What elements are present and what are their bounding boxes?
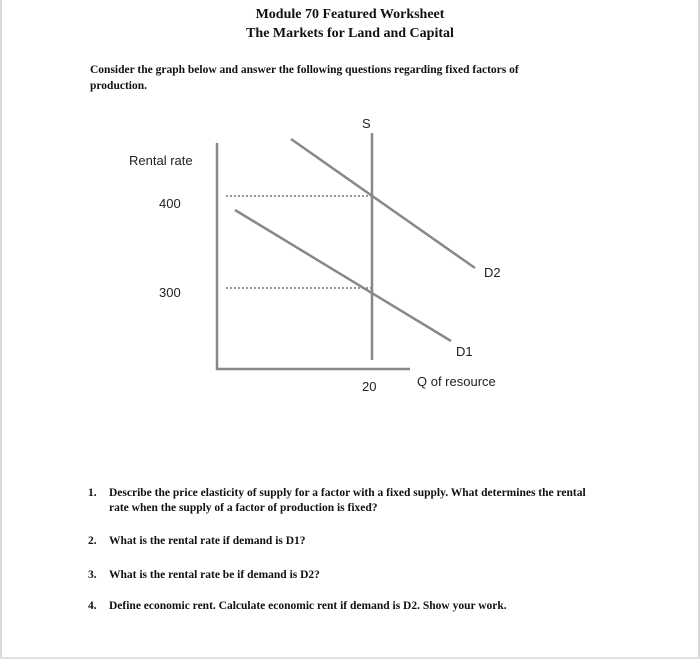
worksheet-subtitle: The Markets for Land and Capital xyxy=(246,26,454,41)
y-tick-300: 300 xyxy=(159,285,181,300)
intro-text: Consider the graph below and answer the following questions regarding fixed factors of production. xyxy=(90,64,519,92)
question-item xyxy=(88,568,608,583)
question-number: 1. xyxy=(88,487,97,499)
x-tick-20: 20 xyxy=(362,379,377,394)
x-axis-label: Q of resource xyxy=(417,374,496,389)
demand2-label: D2 xyxy=(484,265,501,280)
question-text: What is the rental rate if demand is D1? xyxy=(109,535,306,547)
question-item xyxy=(88,486,608,516)
question-text: Define economic rent. Calculate economic rent if demand is D2. Show your work. xyxy=(109,600,507,612)
demand-curve-d2 xyxy=(291,139,475,268)
y-tick-400: 400 xyxy=(159,196,181,211)
worksheet-title: Module 70 Featured Worksheet xyxy=(255,7,445,22)
question-item xyxy=(88,599,608,614)
question-text: What is the rental rate be if demand is D2? xyxy=(109,569,320,581)
question-number: 2. xyxy=(88,535,97,547)
supply-label: S xyxy=(362,116,371,131)
demand1-label: D1 xyxy=(456,344,473,359)
question-number: 4. xyxy=(88,600,97,612)
y-axis-label: Rental rate xyxy=(129,153,193,168)
question-number: 3. xyxy=(88,569,97,581)
question-text: Describe the price elasticity of supply for a factor with a fixed supply. What determines the rental rate when the supply of a factor of production is fixed? xyxy=(109,487,586,514)
question-item xyxy=(88,534,608,549)
